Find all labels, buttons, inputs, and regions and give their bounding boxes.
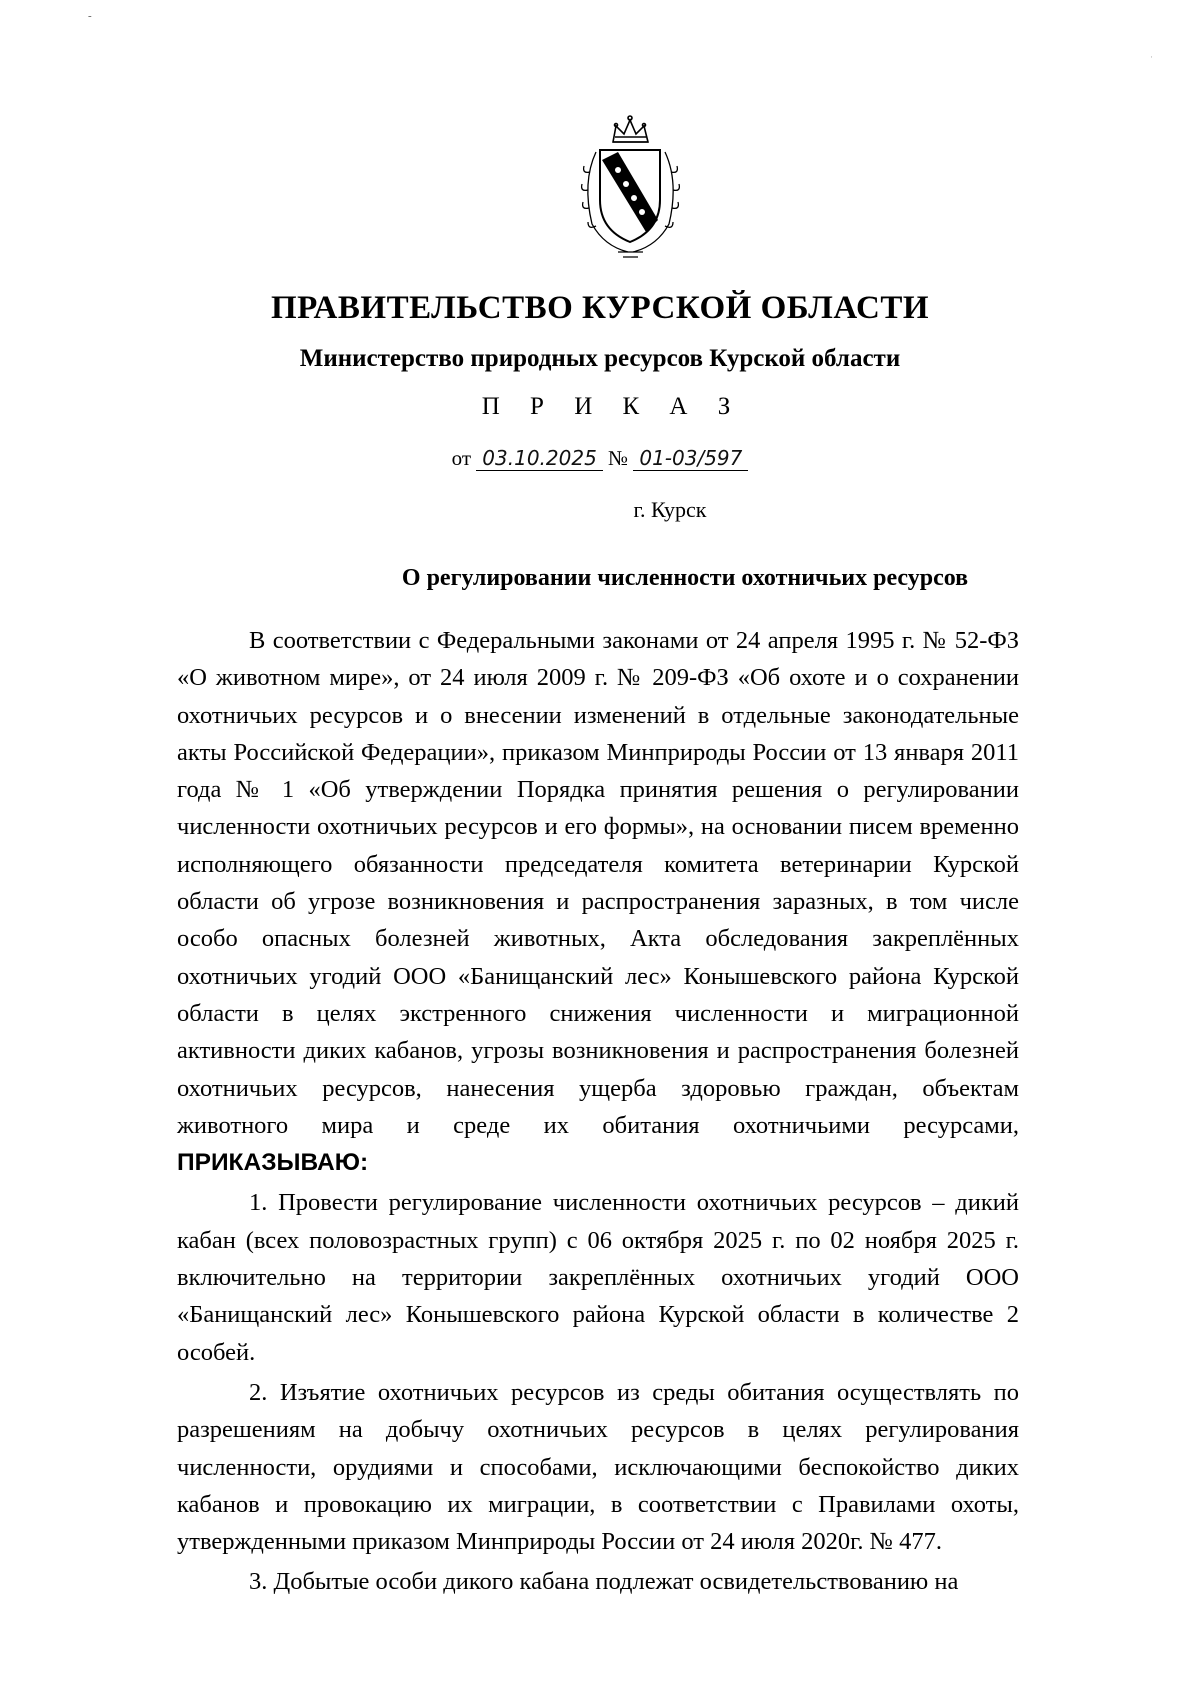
preamble-paragraph — [177, 622, 1019, 1181]
document-type: П Р И К А З — [481, 393, 743, 420]
order-word: ПРИКАЗЫВАЮ — [177, 1149, 360, 1177]
date-prefix: от — [451, 446, 472, 470]
scan-mark: - — [88, 10, 92, 22]
city: г. Курск — [633, 497, 707, 522]
order-item-2: 2. Изъятие охотничьих ресурсов из среды обитания осуществлять по разрешениям на добычу охотничьих ресурсов в целях регулирования численности, орудиями и способами, исключающими беспокойство диких кабанов и провокацию их миграции, в соответствии с Правилами охоты, утвержденными приказом Минприроды России от 24 июля 2020г. № 477. — [177, 1378, 1019, 1556]
document-subject: О регулировании численности охотничьих ресурсов — [401, 565, 969, 591]
order-colon: : — [359, 1149, 369, 1177]
order-item-3: 3. Добытые особи дикого кабана подлежат освидетельствованию на — [249, 1568, 959, 1596]
kursk-coat-of-arms-icon — [568, 112, 693, 262]
number-prefix: № — [608, 446, 629, 470]
ministry-name: Министерство природных ресурсов Курской области — [299, 345, 901, 372]
scan-mark-right: · — [1150, 52, 1153, 62]
order-item-1: 1. Провести регулирование численности охотничьих ресурсов – дикий кабан (всех половозрастных групп) с 06 октября 2025 г. по 02 ноября 2025 г. включительно на территории закреплённых охотничьих угодий ООО «Банищанский лес» Конышевского района Курской области в количестве 2 особей. — [177, 1189, 1019, 1366]
handwritten-number: 01-03/597 — [633, 446, 748, 471]
government-title: ПРАВИТЕЛЬСТВО КУРСКОЙ ОБЛАСТИ — [270, 290, 930, 326]
document-body — [177, 622, 1019, 1601]
handwritten-date: 03.10.2025 — [476, 446, 603, 471]
date-number-line — [0, 446, 1200, 471]
preamble-text: В соответствии с Федеральными законами от 24 апреля 1995 г. № 52-ФЗ «О животном мире», от 24 июля 2009 г. № 209-ФЗ «Об охоте и о сохранении охотничьих ресурсов и о внесении изменений в отдельные законодательные акты Российской Федерации», приказом Минприроды России от 13 января 2011 года № 1 «Об утверждении Порядка принятия решения о регулировании численности охотничьих ресурсов и его формы», на основании писем временно исполняющего обязанности председателя комитета ветеринарии Курской области об угрозе возникновения и распространения заразных, в том числе особо опасных болезней животных, Акта обследования закреплённых охотничьих угодий ООО «Банищанский лес» Конышевского района Курской области в целях экстренного снижения численности и миграционной активности диких кабанов, угрозы возникновения и распространения болезней охотничьих ресурсов, нанесения ущерба здоровью граждан, объектам животного мира и среде их обитания охотничьими ресурсами, — [177, 627, 1019, 1139]
